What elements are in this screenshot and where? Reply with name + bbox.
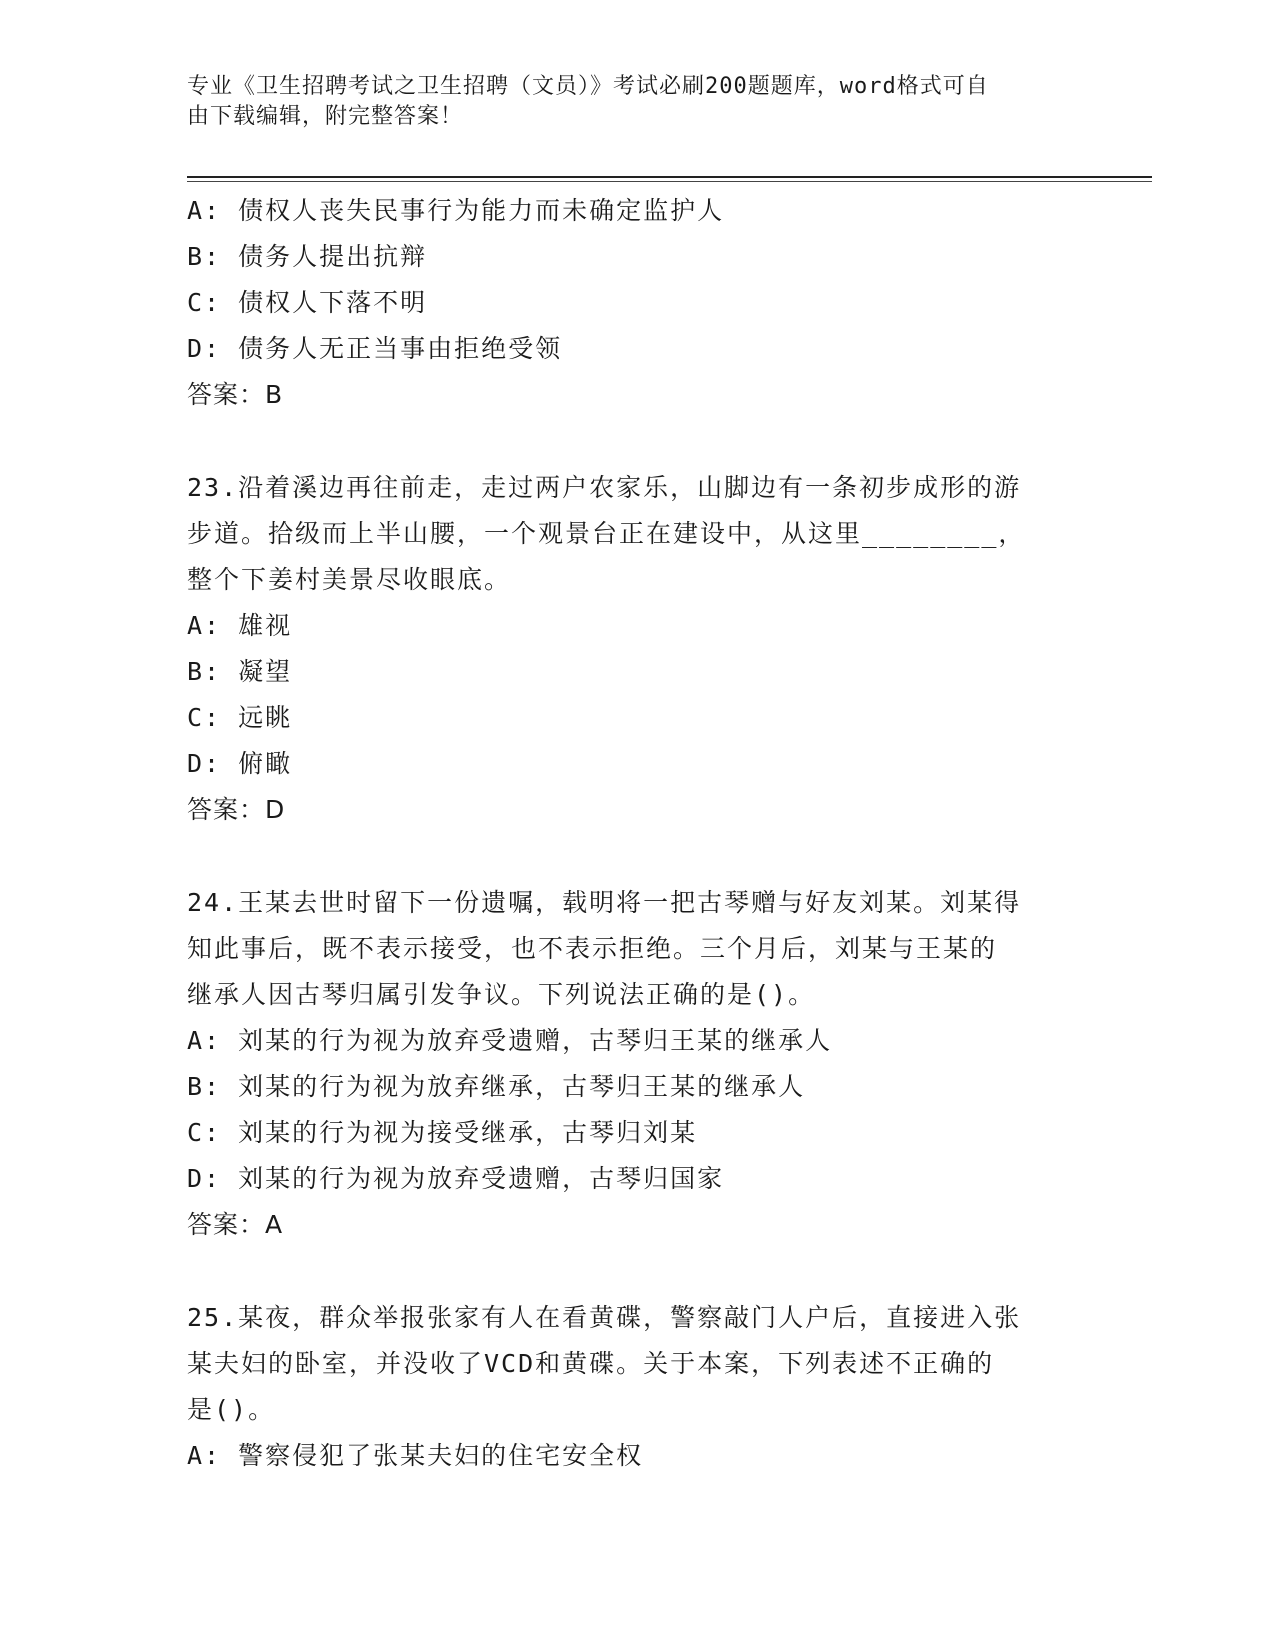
option-a: A: 债权人丧失民事行为能力而未确定监护人 [187, 196, 725, 225]
question-text [187, 1295, 1087, 1433]
question-text-line: 整个下姜村美景尽收眼底。 [187, 565, 512, 594]
question-list [187, 188, 1087, 1479]
option-d: D: 俯瞰 [187, 749, 293, 778]
question-spacer [187, 1248, 1087, 1295]
option-c: C: 债权人下落不明 [187, 288, 428, 317]
answer-line: 答案：D [187, 795, 286, 824]
option-b: B: 债务人提出抗辩 [187, 242, 428, 271]
question-text-line: 某夫妇的卧室，并没收了VCD和黄碟。关于本案，下列表述不正确的 [187, 1349, 995, 1378]
question-spacer [187, 418, 1087, 465]
question-text-line: 继承人因古琴归属引发争议。下列说法正确的是()。 [187, 980, 816, 1009]
question-spacer [187, 833, 1087, 880]
answer-line: 答案：A [187, 1210, 284, 1239]
question-text-line: 知此事后，既不表示接受，也不表示拒绝。三个月后，刘某与王某的 [187, 934, 998, 963]
answer-line: 答案：B [187, 380, 284, 409]
question-text [187, 880, 1087, 1018]
option-d: D: 刘某的行为视为放弃受遗赠，古琴归国家 [187, 1164, 725, 1193]
header-divider-thin [187, 181, 1152, 182]
question-text-line: 24.王某去世时留下一份遗嘱，载明将一把古琴赠与好友刘某。刘某得 [187, 888, 1022, 917]
option-a: A: 警察侵犯了张某夫妇的住宅安全权 [187, 1441, 644, 1470]
question-text-line: 步道。拾级而上半山腰，一个观景台正在建设中，从这里________， [187, 519, 1026, 548]
question-23 [187, 465, 1087, 833]
question-text [187, 465, 1087, 603]
question-text-line: 25.某夜，群众举报张家有人在看黄碟，警察敲门人户后，直接进入张 [187, 1303, 1022, 1332]
header-line-2: 由下载编辑，附完整答案！ [187, 104, 464, 129]
option-b: B: 凝望 [187, 657, 293, 686]
option-d: D: 债务人无正当事由拒绝受领 [187, 334, 563, 363]
question-25 [187, 1295, 1087, 1479]
question-text-line: 是()。 [187, 1395, 276, 1424]
option-a: A: 刘某的行为视为放弃受遗赠，古琴归王某的继承人 [187, 1026, 833, 1055]
document-header [187, 72, 1067, 132]
option-c: C: 刘某的行为视为接受继承，古琴归刘某 [187, 1118, 698, 1147]
question-22 [187, 188, 1087, 418]
header-line-1: 专业《卫生招聘考试之卫生招聘（文员）》考试必刷200题题库，word格式可自 [187, 74, 989, 99]
option-c: C: 远眺 [187, 703, 293, 732]
question-24 [187, 880, 1087, 1248]
option-a: A: 雄视 [187, 611, 293, 640]
header-divider-thick [187, 176, 1152, 178]
option-b: B: 刘某的行为视为放弃继承，古琴归王某的继承人 [187, 1072, 806, 1101]
question-text-line: 23.沿着溪边再往前走，走过两户农家乐，山脚边有一条初步成形的游 [187, 473, 1022, 502]
